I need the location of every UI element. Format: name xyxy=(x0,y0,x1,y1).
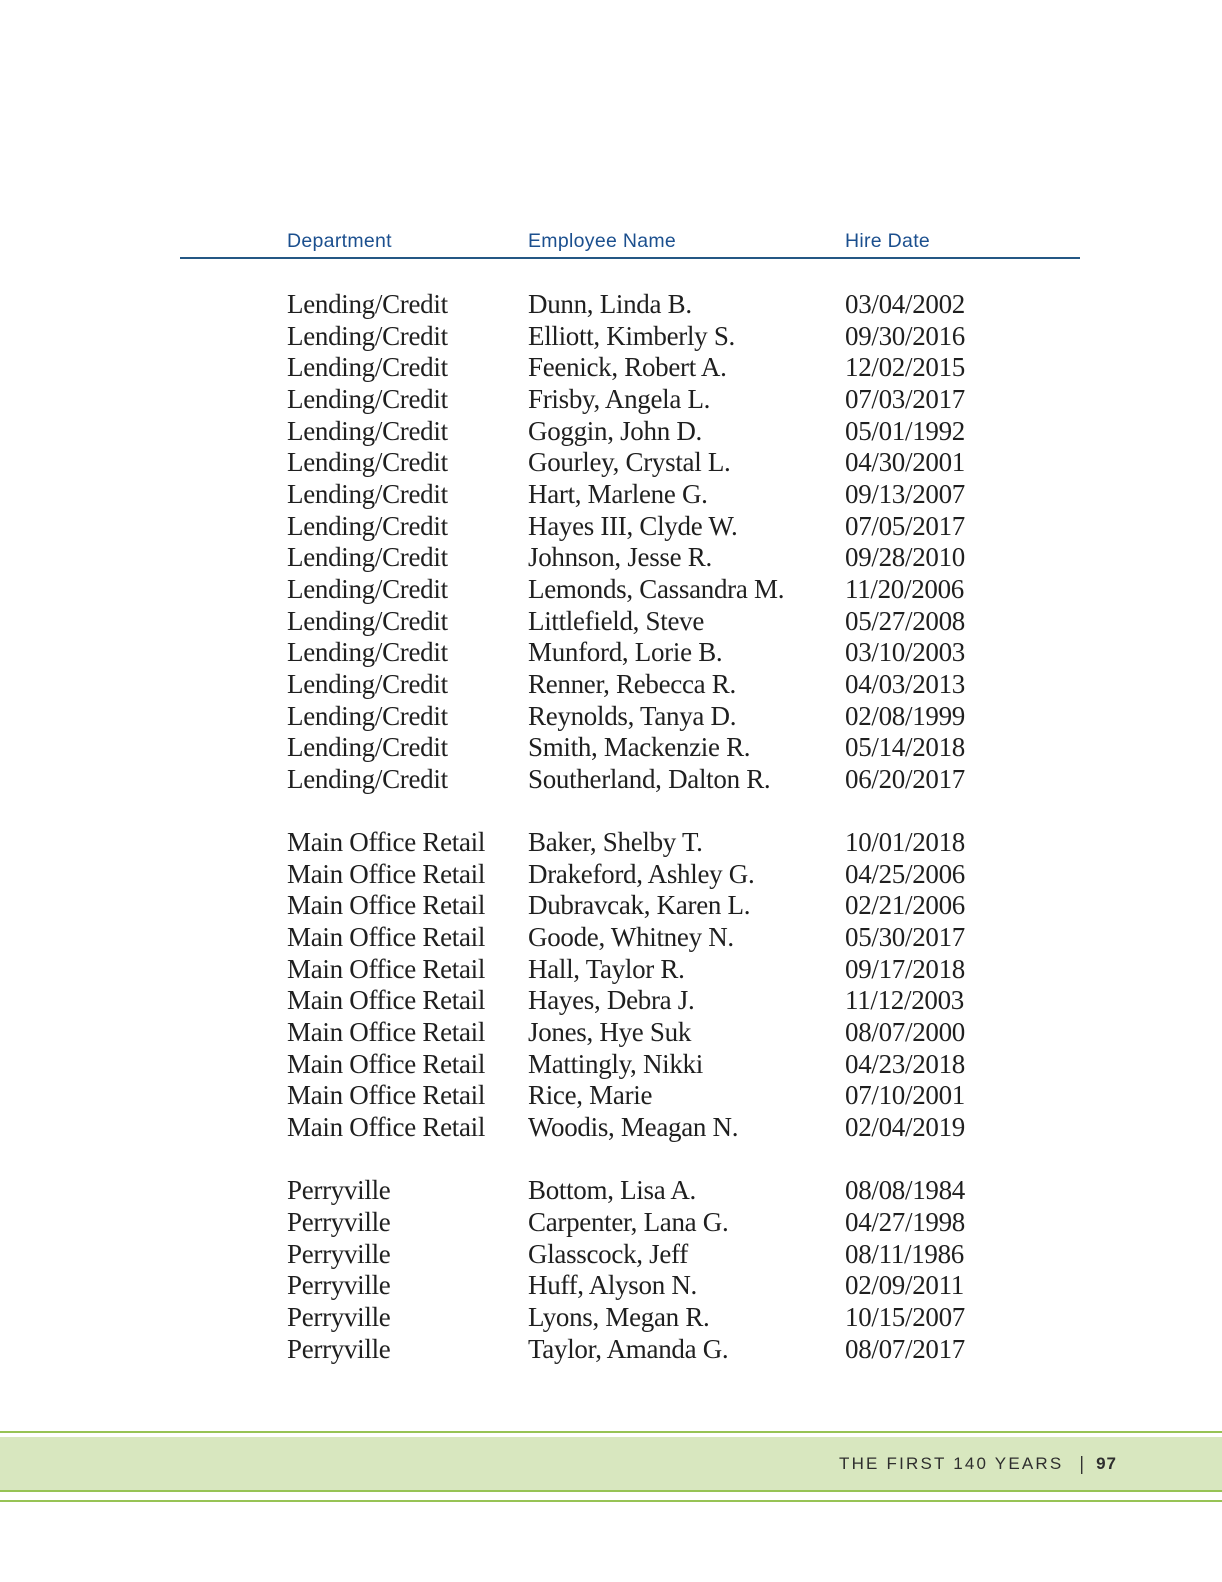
employee-name-cell: Dubravcak, Karen L. xyxy=(528,890,751,921)
department-cell: Lending/Credit xyxy=(287,637,448,668)
hire-date-cell: 05/27/2008 xyxy=(845,605,966,636)
department-cell: Lending/Credit xyxy=(287,415,448,446)
table-row xyxy=(180,922,1080,954)
department-cell: Lending/Credit xyxy=(287,542,448,573)
table-row xyxy=(180,479,1080,511)
table-row xyxy=(180,1334,1080,1366)
employee-name-cell: Glasscock, Jeff xyxy=(528,1238,688,1269)
employee-name-cell: Johnson, Jesse R. xyxy=(528,542,712,573)
hire-date-cell: 05/14/2018 xyxy=(845,732,966,763)
department-cell: Main Office Retail xyxy=(287,953,486,984)
employee-name-cell: Mattingly, Nikki xyxy=(528,1048,703,1079)
table-row xyxy=(180,416,1080,448)
hire-date-cell: 08/07/2017 xyxy=(845,1333,966,1364)
table-row xyxy=(180,1270,1080,1302)
department-cell: Perryville xyxy=(287,1175,391,1206)
footer-rule-bottom xyxy=(0,1500,1222,1502)
hire-date-cell: 09/28/2010 xyxy=(845,542,966,573)
employee-name-cell: Lemonds, Cassandra M. xyxy=(528,573,785,604)
page-number: 97 xyxy=(1096,1453,1117,1473)
hire-date-cell: 04/27/1998 xyxy=(845,1207,966,1237)
footer-rule-top xyxy=(0,1431,1222,1433)
hire-date-cell: 06/20/2017 xyxy=(845,763,966,794)
employee-name-cell: Hart, Marlene G. xyxy=(528,478,708,509)
department-cell: Lending/Credit xyxy=(287,668,448,699)
employee-name-cell: Smith, Mackenzie R. xyxy=(528,732,751,763)
department-section xyxy=(180,1175,1080,1365)
department-section xyxy=(180,827,1080,1144)
hire-date-cell: 04/23/2018 xyxy=(845,1048,966,1079)
hire-date-cell: 07/03/2017 xyxy=(845,383,966,414)
table-row xyxy=(180,732,1080,764)
footer-title: THE FIRST 140 YEARS xyxy=(838,1453,1064,1473)
employee-name-cell: Huff, Alyson N. xyxy=(528,1270,698,1301)
department-cell: Lending/Credit xyxy=(287,478,448,509)
department-cell: Lending/Credit xyxy=(287,383,448,414)
table-row xyxy=(180,669,1080,701)
hire-date-cell: 09/13/2007 xyxy=(845,478,966,509)
hire-date-cell: 07/10/2001 xyxy=(845,1080,966,1111)
employee-name-cell: Taylor, Amanda G. xyxy=(528,1333,729,1364)
table-row xyxy=(180,542,1080,574)
table-row xyxy=(180,985,1080,1017)
employee-name-cell: Littlefield, Steve xyxy=(528,605,705,636)
department-cell: Main Office Retail xyxy=(287,858,486,889)
employee-name-cell: Jones, Hye Suk xyxy=(528,1017,692,1048)
column-header-employee-name: Employee Name xyxy=(528,230,677,252)
department-cell: Lending/Credit xyxy=(287,289,448,319)
table-row xyxy=(180,1239,1080,1271)
table-row xyxy=(180,1207,1080,1239)
department-cell: Perryville xyxy=(287,1207,391,1237)
department-cell: Perryville xyxy=(287,1333,391,1364)
hire-date-cell: 02/08/1999 xyxy=(845,700,966,731)
hire-date-cell: 03/04/2002 xyxy=(845,289,966,319)
department-cell: Lending/Credit xyxy=(287,320,448,351)
hire-date-cell: 03/10/2003 xyxy=(845,637,966,668)
table-row xyxy=(180,574,1080,606)
employee-name-cell: Lyons, Megan R. xyxy=(528,1301,710,1332)
hire-date-cell: 05/01/1992 xyxy=(845,415,966,446)
employee-name-cell: Hayes III, Clyde W. xyxy=(528,510,738,541)
department-cell: Lending/Credit xyxy=(287,763,448,794)
employee-name-cell: Goggin, John D. xyxy=(528,415,703,446)
table-row xyxy=(180,701,1080,733)
department-cell: Lending/Credit xyxy=(287,352,448,383)
hire-date-cell: 02/09/2011 xyxy=(845,1270,965,1301)
table-header xyxy=(180,230,1080,259)
hire-date-cell: 10/01/2018 xyxy=(845,827,966,858)
department-cell: Lending/Credit xyxy=(287,573,448,604)
employee-name-cell: Baker, Shelby T. xyxy=(528,827,703,858)
hire-date-cell: 08/08/1984 xyxy=(845,1175,966,1206)
hire-date-cell: 09/17/2018 xyxy=(845,953,966,984)
department-cell: Main Office Retail xyxy=(287,827,486,858)
department-cell: Perryville xyxy=(287,1301,391,1332)
hire-date-cell: 10/15/2007 xyxy=(845,1301,966,1332)
hire-date-cell: 08/07/2000 xyxy=(845,1017,966,1048)
hire-date-cell: 02/04/2019 xyxy=(845,1112,966,1143)
table-body xyxy=(180,289,1080,1365)
hire-date-cell: 04/25/2006 xyxy=(845,858,966,889)
table-row xyxy=(180,1112,1080,1144)
employee-name-cell: Woodis, Meagan N. xyxy=(528,1112,739,1143)
employee-name-cell: Hayes, Debra J. xyxy=(528,985,695,1016)
table-row xyxy=(180,352,1080,384)
department-cell: Main Office Retail xyxy=(287,922,486,953)
department-cell: Lending/Credit xyxy=(287,732,448,763)
table-row xyxy=(180,447,1080,479)
hire-date-cell: 08/11/1986 xyxy=(845,1238,965,1269)
footer-separator: | xyxy=(1079,1452,1087,1474)
employee-name-cell: Carpenter, Lana G. xyxy=(528,1207,729,1237)
employee-name-cell: Munford, Lorie B. xyxy=(528,637,723,668)
employee-name-cell: Goode, Whitney N. xyxy=(528,922,734,953)
employee-name-cell: Hall, Taylor R. xyxy=(528,953,685,984)
employee-table xyxy=(180,230,1080,1365)
table-row xyxy=(180,606,1080,638)
column-header-department: Department xyxy=(287,230,392,252)
table-row xyxy=(180,1049,1080,1081)
table-row xyxy=(180,859,1080,891)
hire-date-cell: 09/30/2016 xyxy=(845,320,966,351)
table-row xyxy=(180,827,1080,859)
table-row xyxy=(180,637,1080,669)
table-row xyxy=(180,511,1080,543)
hire-date-cell: 02/21/2006 xyxy=(845,890,966,921)
table-row xyxy=(180,1175,1080,1207)
table-row xyxy=(180,321,1080,353)
employee-name-cell: Feenick, Robert A. xyxy=(528,352,727,383)
table-row xyxy=(180,764,1080,796)
table-row xyxy=(180,1080,1080,1112)
employee-name-cell: Elliott, Kimberly S. xyxy=(528,320,735,351)
table-row xyxy=(180,1302,1080,1334)
department-cell: Perryville xyxy=(287,1270,391,1301)
hire-date-cell: 12/02/2015 xyxy=(845,352,966,383)
footer-band xyxy=(0,1437,1222,1492)
department-cell: Main Office Retail xyxy=(287,1080,486,1111)
employee-name-cell: Dunn, Linda B. xyxy=(528,289,692,319)
department-cell: Main Office Retail xyxy=(287,1017,486,1048)
hire-date-cell: 05/30/2017 xyxy=(845,922,966,953)
department-cell: Lending/Credit xyxy=(287,700,448,731)
department-cell: Lending/Credit xyxy=(287,510,448,541)
hire-date-cell: 04/03/2013 xyxy=(845,668,966,699)
employee-name-cell: Bottom, Lisa A. xyxy=(528,1175,697,1206)
table-row xyxy=(180,384,1080,416)
hire-date-cell: 07/05/2017 xyxy=(845,510,966,541)
department-cell: Main Office Retail xyxy=(287,1048,486,1079)
hire-date-cell: 11/12/2003 xyxy=(845,985,965,1016)
employee-name-cell: Drakeford, Ashley G. xyxy=(528,858,755,889)
department-cell: Perryville xyxy=(287,1238,391,1269)
hire-date-cell: 04/30/2001 xyxy=(845,447,966,478)
department-section xyxy=(180,289,1080,796)
table-row xyxy=(180,1017,1080,1049)
column-header-hire-date: Hire Date xyxy=(845,230,931,252)
employee-name-cell: Rice, Marie xyxy=(528,1080,653,1111)
table-row xyxy=(180,954,1080,986)
department-cell: Main Office Retail xyxy=(287,985,486,1016)
department-cell: Lending/Credit xyxy=(287,447,448,478)
table-row xyxy=(180,890,1080,922)
employee-name-cell: Renner, Rebecca R. xyxy=(528,668,736,699)
employee-name-cell: Frisby, Angela L. xyxy=(528,383,711,414)
employee-name-cell: Reynolds, Tanya D. xyxy=(528,700,737,731)
department-cell: Lending/Credit xyxy=(287,605,448,636)
employee-name-cell: Gourley, Crystal L. xyxy=(528,447,731,478)
table-row xyxy=(180,289,1080,321)
employee-name-cell: Southerland, Dalton R. xyxy=(528,763,771,794)
department-cell: Main Office Retail xyxy=(287,890,486,921)
hire-date-cell: 11/20/2006 xyxy=(845,573,965,604)
department-cell: Main Office Retail xyxy=(287,1112,486,1143)
